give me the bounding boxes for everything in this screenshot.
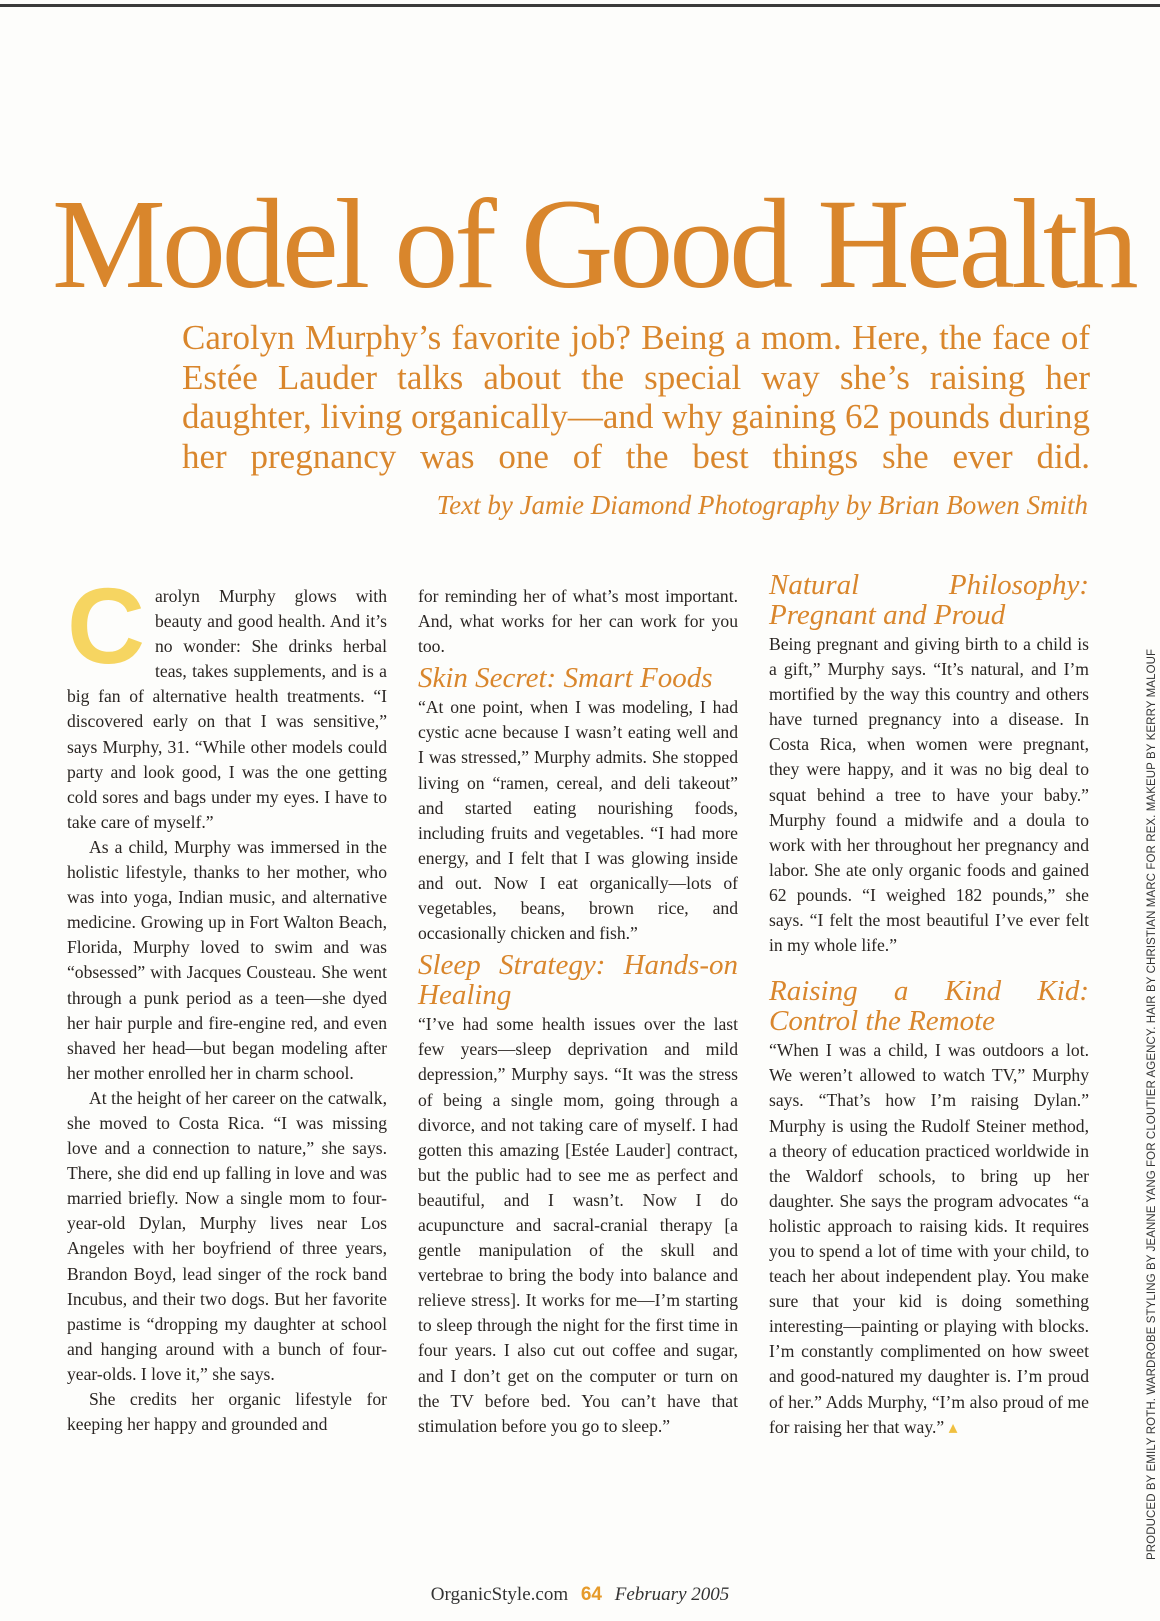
page-footer: [0, 1584, 1160, 1606]
page-number: 64: [580, 1584, 602, 1605]
paragraph: “When I was a child, I was outdoors a lot. We weren’t allowed to watch TV,” Murphy says. “That’s how I’m raising Dylan.” Murphy is using the Rudolf Steiner method, a theory of education practiced worldwide in the Waldorf schools, to bring up her daughter. She says the program advocates “a holistic approach to raising kids. It requires you to spend a lot of time with your child, to teach her about independent play. You make sure that your kid is doing something interesting—painting or playing with blocks. I’m constantly complimented on how sweet and good-natured my daughter is. I’m proud of her.” Adds Murphy, “I’m also proud of me for raising her that way.” ▴: [769, 1040, 1089, 1437]
paragraph: “At one point, when I was modeling, I had cystic acne because I wasn’t eating well and I was stressed,” Murphy admits. She stopped living on “ramen, cereal, and deli takeout” and started eating nourishing foods, including fruits and vegetables. “I had more energy, and I felt that I was glowing inside and out. Now I eat organically—lots of vegetables, beans, brown rice, and occasionally chicken and fish.”: [418, 697, 738, 944]
section-heading: Raising a Kind Kid: Control the Remote: [769, 975, 1089, 1038]
article-title: Model of Good Health: [52, 173, 1135, 315]
paragraph: for reminding her of what’s most important. And, what works for her can work for you too.: [418, 586, 738, 657]
section-heading: Skin Secret: Smart Foods: [418, 662, 713, 695]
article-dek: Carolyn Murphy’s favorite job? Being a mom. Here, the face of Estée Lauder talks about the special way she’s raising her daughter, living organically—and why gaining 62 pounds during her pregnancy was one of the best things she ever did.: [182, 318, 1090, 476]
column-3: [769, 566, 1089, 1440]
section-heading: Natural Philosophy: Pregnant and Proud: [769, 569, 1089, 631]
photo-credits: PRODUCED BY EMILY ROTH. WARDROBE STYLING BY JEANNE YANG FOR CLOUTIER AGENCY. HAIR BY CHRISTIAN MARC FOR REX. MAKEUP BY KERRY MALOUF: [1146, 648, 1158, 1560]
paragraph: At the height of her career on the catwalk, she moved to Costa Rica. “I was missing love and a connection to nature,” she says. There, she did end up falling in love and was married briefly. Now a single mom to four-year-old Dylan, Murphy lives near Los Angeles with her boyfriend of three years, Brandon Boyd, lead singer of the rock band Incubus, and their two dogs. But her favorite pastime is “dropping my daughter at school and hanging around with a bunch of four-year-olds. I love it,” she says.: [67, 1087, 387, 1384]
paragraph: Carolyn Murphy glows with beauty and good health. And it’s no wonder: She drinks herbal teas, takes supplements, and is a big fan of alternative health treatments. “I discovered early on that I was sensitive,” says Murphy, 31. “While other models could party and look good, I was the one getting cold sores and bags under my eyes. I have to take care of myself.”: [67, 565, 387, 832]
footer-site: OrganicStyle.com: [430, 1584, 569, 1605]
column-1: [67, 565, 387, 1437]
section-heading: Sleep Strategy: Hands-on Healing: [418, 949, 738, 1012]
top-rule: [0, 4, 1160, 7]
end-mark-icon: ▴: [948, 1416, 958, 1437]
paragraph: She credits her organic lifestyle for keeping her happy and grounded and: [67, 1389, 387, 1435]
issue-date: February 2005: [614, 1584, 730, 1605]
paragraph: “I’ve had some health issues over the last few years—sleep deprivation and mild depression,” Murphy says. “It was the stress of being a single mom, going through a divorce, and not taking care of myself. I had gotten this amazing [Estée Lauder] contract, but the public had to see me as perfect and beautiful, and I wasn’t. Now I do acupuncture and sacral-cranial therapy [a gentle manipulation of the skull and vertebrae to bring the body into balance and relieve stress]. It works for me—I’m starting to sleep through the night for the first time in four years. I also cut out coffee and sugar, and I don’t get on the computer or turn on the TV before bed. You can’t have that stimulation before you go to sleep.”: [418, 1014, 738, 1436]
paragraph: Being pregnant and giving birth to a child is a gift,” Murphy says. “It’s natural, and I’m mortified by the way this country and others have turned pregnancy into a disease. In Costa Rica, when women were pregnant, they were happy, and it was no big deal to squat behind a tree to have your baby.” Murphy found a midwife and a doula to work with her throughout her pregnancy and labor. She ate only organic foods and gained 62 pounds. “I weighed 182 pounds,” she says. “I felt the most beautiful I’ve ever felt in my whole life.”: [769, 634, 1089, 956]
paragraph: As a child, Murphy was immersed in the holistic lifestyle, thanks to her mother, who was into yoga, Indian music, and alternative medicine. Growing up in Fort Walton Beach, Florida, Murphy loved to swim and was “obsessed” with Jacques Cousteau. She went through a punk period as a teen—she dyed her hair purple and fire-engine red, and even shaved her head—but began modeling after her mother enrolled her in charm school.: [67, 836, 387, 1083]
column-2: [418, 584, 738, 1439]
drop-cap: C: [67, 565, 145, 686]
byline: Text by Jamie Diamond Photography by Brian Bowen Smith: [436, 490, 1088, 520]
